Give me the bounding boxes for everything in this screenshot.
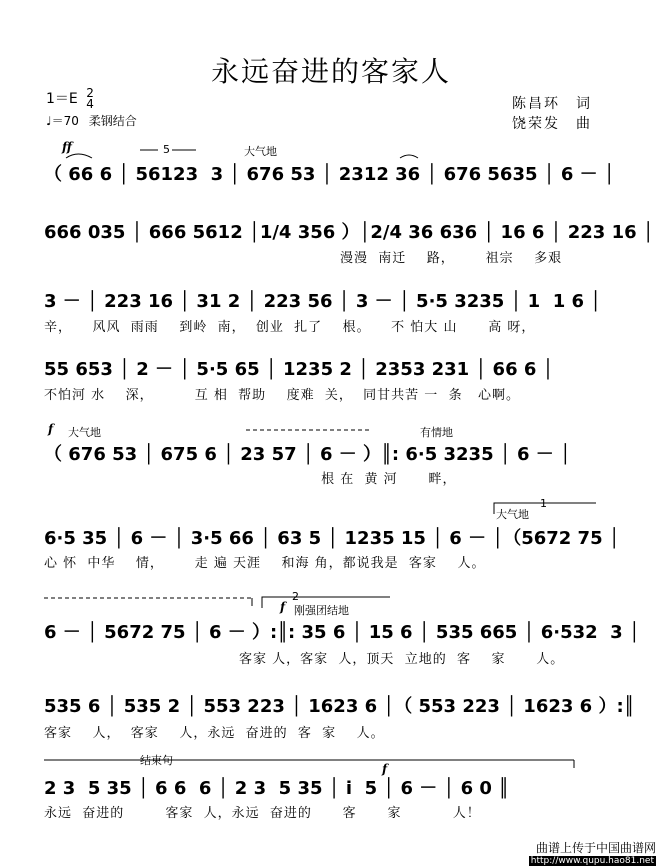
footer-url[interactable]: http://www.qupu.hao81.net xyxy=(530,856,654,866)
score-row-7-notes: 6 － │ 5672 75 │ 6 － ）:║: 35 6 │ 15 6 │ 535 665 │ 6·532 3 │ xyxy=(44,622,640,643)
score-row-2-lyrics: 漫漫 南迁 路， 祖宗 多艰 xyxy=(340,251,563,266)
mark-gangqiang: 刚强团结地 xyxy=(294,604,349,617)
mark-daqidi-1: 大气地 xyxy=(244,145,277,158)
slur xyxy=(66,154,92,158)
score-row-8-lyrics: 客家 人， 客家 人，永远 奋进的 客 家 人。 xyxy=(44,726,385,741)
page-title: 永远奋进的客家人 xyxy=(210,55,451,88)
score-row-2-notes: 666 035 │ 666 5612 │1/4 356 ）│2/4 36 636 │ 16 6 │ 223 16 │ xyxy=(44,222,654,243)
time-top: 2 xyxy=(86,86,94,100)
score-row-9-notes: 2 3 5 35 │ 6 6 6 │ 2 3 5 35 │ i 5 │ 6 － │ 6 0 ║ xyxy=(44,778,510,799)
score-row-5-notes: （ 676 53 │ 675 6 │ 23 57 │ 6 － ）║: 6·5 3235 │ 6 － │ xyxy=(44,444,571,465)
key-label: 1＝E xyxy=(46,91,78,107)
volta-1-bracket xyxy=(494,503,596,514)
tempo: ♩＝70 xyxy=(46,114,79,128)
instrumentation: 柔钢结合 xyxy=(88,114,137,128)
score-row-4-lyrics: 不怕河 水 深， 互 相 帮助 度难 关， 同甘共苦 一 条 心啊。 xyxy=(44,388,520,403)
score-row-7-lyrics: 客家 人，客家 人，顶天 立地的 客 家 人。 xyxy=(44,652,565,667)
volta-2-bracket xyxy=(262,597,390,608)
volta-2-number: 2 xyxy=(292,590,299,603)
mark-ending: 结束句 xyxy=(140,754,173,767)
footer xyxy=(529,839,656,866)
dynamic-f-1: f xyxy=(48,422,54,436)
footer-site: 曲谱上传于中国曲谱网 xyxy=(535,841,656,855)
score-row-9-lyrics: 永远 奋进的 客家 人，永远 奋进的 客 家 人！ xyxy=(44,806,481,821)
score-row-4-notes: 55 653 │ 2 － │ 5·5 65 │ 1235 2 │ 2353 231 │ 66 6 │ xyxy=(44,359,554,380)
lyricist: 陈昌环 词 xyxy=(512,96,592,112)
dynamic-ff: ff xyxy=(62,140,72,154)
dynamic-f-3: f xyxy=(382,762,388,776)
mark-daqidi-3: 大气地 xyxy=(496,508,529,521)
tuplet-five: 5 xyxy=(163,143,170,156)
time-bottom: 4 xyxy=(86,97,94,111)
volta-1-number: 1 xyxy=(540,497,547,510)
score-row-6-lyrics: 心 怀 中华 情， 走 遍 天涯 和海 角，都说我是 客家 人。 xyxy=(44,556,486,571)
score-row-1-notes: （ 66 6 │ 56123 3 │ 676 53 │ 2312 36 │ 676 5635 │ 6 － │ xyxy=(44,164,615,185)
composer: 饶荣发 曲 xyxy=(512,116,592,132)
score-row-3-lyrics: 辛， 风风 雨雨 到岭 南， 创业 扎了 根。 不 怕大 山 高 呀， xyxy=(44,320,536,335)
mark-daqidi-2: 大气地 xyxy=(68,426,101,439)
score-row-6-notes: 6·5 35 │ 6 － │ 3·5 66 │ 63 5 │ 1235 15 │ 6 － │（5672 75 │ xyxy=(44,528,620,549)
score-row-8-notes: 535 6 │ 535 2 │ 553 223 │ 1623 6 │（ 553 223 │ 1623 6 ）:║ xyxy=(44,696,635,717)
score-row-5-lyrics: 根 在 黄 河 畔， xyxy=(44,472,457,487)
mark-youqingdi: 有情地 xyxy=(420,426,453,439)
slur xyxy=(400,155,418,158)
dynamic-f-2: f xyxy=(280,600,286,614)
score-row-3-notes: 3 － │ 223 16 │ 31 2 │ 223 56 │ 3 － │ 5·5 3235 │ 1 1 6 │ xyxy=(44,291,602,312)
